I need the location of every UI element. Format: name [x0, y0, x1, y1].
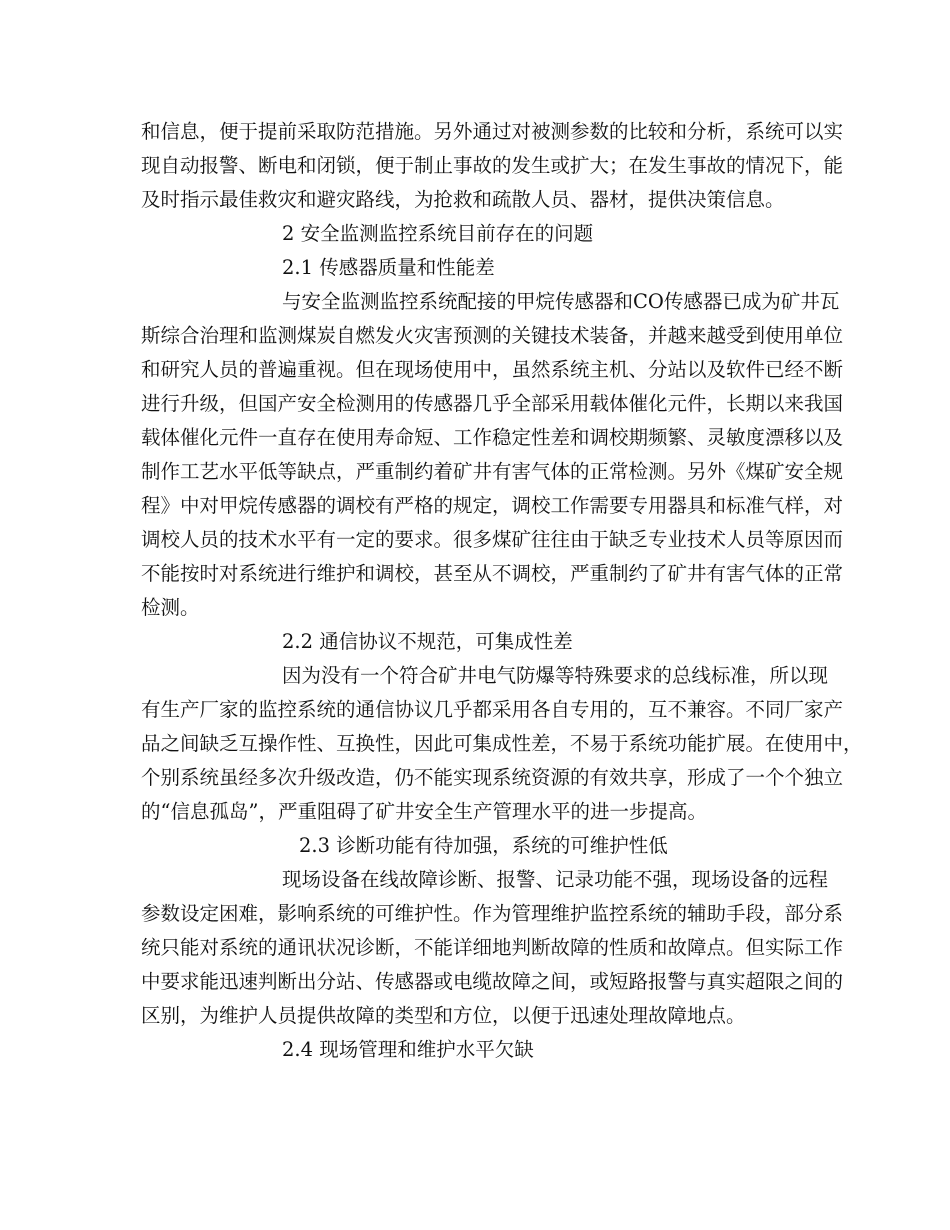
- section-heading: 2 安全监测监控系统目前存在的问题: [282, 222, 594, 245]
- subsection-heading: 2.1 传感器质量和性能差: [282, 256, 495, 279]
- paragraph-line: 载体催化元件一直存在使用寿命短、工作稳定性差和调校期频繁、灵敏度漂移以及: [141, 426, 844, 449]
- paragraph-line: 的“信息孤岛”，严重阻碍了矿井安全生产管理水平的进一步提高。: [141, 800, 707, 823]
- subsection-heading: 2.4 现场管理和维护水平欠缺: [282, 1038, 534, 1061]
- paragraph-line: 程》中对甲烷传感器的调校有严格的规定，调校工作需要专用器具和标准气样，对: [141, 494, 844, 517]
- paragraph-line: 调校人员的技术水平有一定的要求。很多煤矿往往由于缺乏专业技术人员等原因而: [141, 528, 844, 551]
- paragraph-line: 统只能对系统的通讯状况诊断，不能详细地判断故障的性质和故障点。但实际工作: [141, 936, 844, 959]
- paragraph-line: 与安全监测监控系统配接的甲烷传感器和CO传感器已成为矿井瓦: [282, 290, 840, 313]
- paragraph-line: 品之间缺乏互操作性、互换性，因此可集成性差，不易于系统功能扩展。在使用中，: [141, 732, 863, 755]
- subsection-heading: 2.3 诊断功能有待加强，系统的可维护性低: [299, 834, 668, 857]
- paragraph-line: 不能按时对系统进行维护和调校，甚至从不调校，严重制约了矿井有害气体的正常: [141, 562, 844, 585]
- paragraph-line: 和信息，便于提前采取防范措施。另外通过对被测参数的比较和分析，系统可以实: [141, 120, 844, 143]
- paragraph-line: 参数设定困难，影响系统的可维护性。作为管理维护监控系统的辅助手段，部分系: [141, 902, 844, 925]
- paragraph-line: 进行升级，但国产安全检测用的传感器几乎全部采用载体催化元件，长期以来我国: [141, 392, 844, 415]
- paragraph-line: 现自动报警、断电和闭锁，便于制止事故的发生或扩大；在发生事故的情况下，能: [141, 154, 844, 177]
- paragraph-line: 检测。: [141, 596, 200, 619]
- paragraph-line: 中要求能迅速判断出分站、传感器或电缆故障之间，或短路报警与真实超限之间的: [141, 970, 844, 993]
- paragraph-line: 及时指示最佳救灾和避灾路线，为抢救和疏散人员、器材，提供决策信息。: [141, 188, 785, 211]
- paragraph-line: 斯综合治理和监测煤炭自燃发火灾害预测的关键技术装备，并越来越受到使用单位: [141, 324, 844, 347]
- paragraph-line: 现场设备在线故障诊断、报警、记录功能不强，现场设备的远程: [282, 868, 829, 891]
- paragraph-line: 有生产厂家的监控系统的通信协议几乎都采用各自专用的，互不兼容。不同厂家产: [141, 698, 844, 721]
- paragraph-line: 个别系统虽经多次升级改造，仍不能实现系统资源的有效共享，形成了一个个独立: [141, 766, 844, 789]
- paragraph-line: 制作工艺水平低等缺点，严重制约着矿井有害气体的正常检测。另外《煤矿安全规: [141, 460, 844, 483]
- subsection-heading: 2.2 通信协议不规范，可集成性差: [282, 630, 573, 653]
- paragraph-line: 因为没有一个符合矿井电气防爆等特殊要求的总线标准，所以现: [282, 664, 829, 687]
- paragraph-line: 和研究人员的普遍重视。但在现场使用中，虽然系统主机、分站以及软件已经不断: [141, 358, 844, 381]
- paragraph-line: 区别，为维护人员提供故障的类型和方位，以便于迅速处理故障地点。: [141, 1004, 746, 1027]
